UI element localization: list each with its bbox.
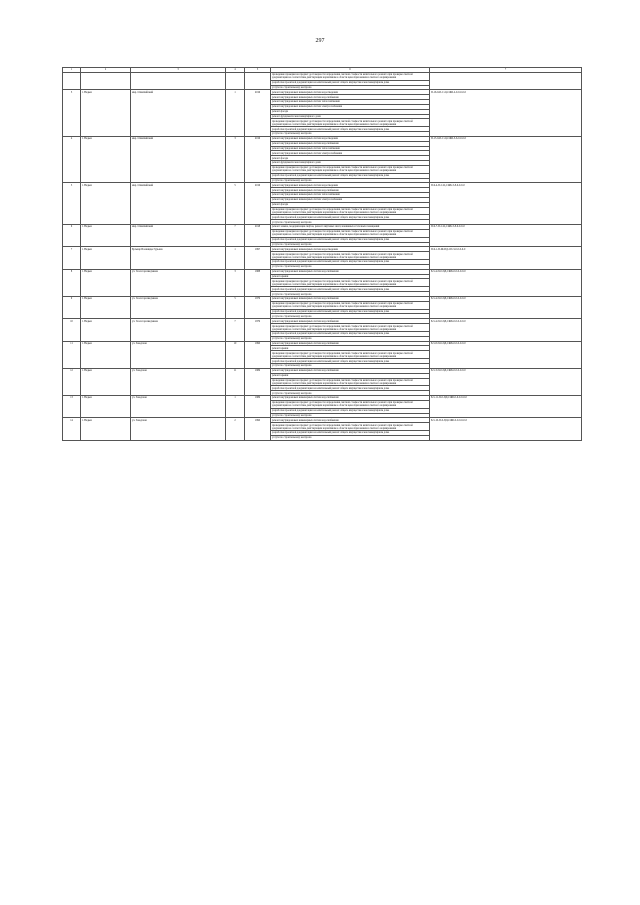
house-number-cell: 7 — [226, 319, 245, 341]
work-type-cell: ремонт внутридомовых инженерных систем водоотведения — [271, 136, 430, 141]
year-cell: 2016 — [245, 90, 271, 137]
work-type-cell: услуги по строительному контролю — [271, 264, 430, 269]
work-type-cell: разработка проектной документации на капитальный ремонт общего имущества в многоквартирном доме — [271, 237, 430, 242]
col-header: 2 — [81, 68, 131, 73]
year-cell — [245, 72, 271, 90]
work-type-cell: услуги по строительному контролю — [271, 220, 430, 225]
year-cell: 2018 — [245, 225, 271, 247]
house-code-cell: Б-5-3-П-0-ПД-СЖБ-0-0-0-0-0-0 — [430, 368, 582, 395]
year-cell: 2016 — [245, 136, 271, 183]
work-type-cell: ремонт внутридомовых инженерных систем водоотведения — [271, 247, 430, 252]
city-cell: г. Надым — [81, 183, 131, 225]
work-type-cell: проведение проверки на предмет достоверности определения сметной стоимости капитального ремонта при проверке сметной документации на соответствие действующим нормативам в области ценообразования и сметного нормирования — [271, 279, 430, 287]
work-type-cell: проведение проверки на предмет достоверности определения сметной стоимости капитального ремонта при проверке сметной документации на соответствие действующим нормативам в области ценообразования и сметного нормирования — [271, 165, 430, 173]
work-type-cell: ремонт внутридомовых инженерных систем водоснабжения — [271, 296, 430, 301]
city-cell — [81, 72, 131, 90]
row-number-cell: 4 — [63, 136, 81, 183]
row-number-cell: 10 — [63, 319, 81, 341]
work-type-cell: проведение проверки на предмет достоверности определения сметной стоимости капитального ремонта при проверке сметной документации на соответствие действующим нормативам в области ценообразования и сметного нормирования — [271, 72, 430, 80]
work-type-cell: услуги по строительному контролю — [271, 292, 430, 297]
work-type-cell: услуги по строительному контролю — [271, 364, 430, 369]
city-cell: г. Надым — [81, 90, 131, 137]
house-number-cell: 1 — [226, 90, 245, 137]
street-cell: Бульвар Иоанниды Гурьяна — [131, 247, 226, 269]
row-number-cell: 8 — [63, 269, 81, 296]
city-cell: г. Надым — [81, 418, 131, 440]
year-cell: 1988 — [245, 269, 271, 296]
work-type-cell: разработка проектной документации на капитальный ремонт общего имущества в многоквартирном доме — [271, 431, 430, 436]
work-type-cell: ремонт внутридомовых инженерных систем водоснабжения — [271, 418, 430, 423]
work-type-cell: разработка проектной документации на капитальный ремонт общего имущества в многоквартирном доме — [271, 386, 430, 391]
house-number-cell — [226, 72, 245, 90]
work-type-cell: ремонт внутридомовых инженерных систем водоснабжения — [271, 269, 430, 274]
work-type-cell: проведение проверки на предмет достоверности определения сметной стоимости капитального ремонта при проверке сметной документации на соответствие действующим нормативам в области ценообразования и сметного нормирования — [271, 400, 430, 408]
work-type-cell: проведение проверки на предмет достоверности определения сметной стоимости капитального ремонта при проверке сметной документации на соответствие действующим нормативам в области ценообразования и сметного нормирования — [271, 378, 430, 386]
house-code-cell: П-9-7-П-С-Ц-СЖБ-3-8-0-0-0-0 — [430, 225, 582, 247]
city-cell: г. Надым — [81, 368, 131, 395]
row-number-cell: 13 — [63, 396, 81, 418]
street-cell: ул. Геологоразведчиков — [131, 269, 226, 296]
work-type-cell: ремонт крыши — [271, 373, 430, 378]
street-cell: ул. Заводская — [131, 396, 226, 418]
house-code-cell: Б-5-11-П-0-ПД-СЖБ-0-0-0-0-0-0 — [430, 396, 582, 418]
col-header: 4 — [226, 68, 245, 73]
city-cell: г. Надым — [81, 319, 131, 341]
work-type-cell: ремонт внутридомовых инженерных систем электроснабжения — [271, 197, 430, 202]
house-number-cell: 5 — [226, 183, 245, 225]
work-type-cell: разработка проектной документации на капитальный ремонт общего имущества в многоквартирном доме — [271, 260, 430, 265]
work-type-cell: разработка проектной документации на капитальный ремонт общего имущества в многоквартирном доме — [271, 332, 430, 337]
street-cell: мкр. Олимпийский — [131, 225, 226, 247]
street-cell: мкр. Олимпийский — [131, 183, 226, 225]
work-type-cell: разработка проектной документации на капитальный ремонт общего имущества в многоквартирном доме — [271, 309, 430, 314]
work-type-cell: ремонт внутридомовых инженерных систем водоснабжения — [271, 95, 430, 100]
work-type-cell: проведение проверки на предмет достоверности определения сметной стоимости капитального ремонта при проверке сметной документации на соответствие действующим нормативам в области ценообразования и сметного нормирования — [271, 119, 430, 127]
year-cell: 1989 — [245, 368, 271, 395]
work-type-cell: ремонт замена, модернизация лифтов, ремонт лифтовых шахт, машинных и блочных помещений — [271, 225, 430, 230]
work-type-cell: ремонт внутридомовых инженерных систем водоснабжения — [271, 396, 430, 401]
row-number-cell: 14 — [63, 418, 81, 440]
city-cell: г. Надым — [81, 396, 131, 418]
city-cell: г. Надым — [81, 296, 131, 318]
street-cell: мкр. Олимпийский — [131, 90, 226, 137]
work-type-cell: услуги по строительному контролю — [271, 178, 430, 183]
work-type-cell: ремонт фундамента многоквартирного дома — [271, 161, 430, 166]
work-type-cell: ремонт внутридомовых инженерных систем водоотведения — [271, 90, 430, 95]
work-type-cell: услуги по строительному контролю — [271, 336, 430, 341]
year-cell: 2016 — [245, 183, 271, 225]
row-number-cell: 11 — [63, 341, 81, 368]
work-type-cell: ремонт внутридомовых инженерных систем водоснабжения — [271, 368, 430, 373]
repair-schedule-table — [62, 67, 582, 441]
col-header: 5 — [245, 68, 271, 73]
col-header: 6 — [271, 68, 430, 73]
work-type-cell: ремонт крыши — [271, 346, 430, 351]
street-cell: ул. Геологоразведчиков — [131, 296, 226, 318]
work-type-cell: ремонт фасада — [271, 156, 430, 161]
work-type-cell: проведение проверки на предмет достоверности определения сметной стоимости капитального ремонта при проверке сметной документации на соответствие действующим нормативам в области ценообразования и сметного нормирования — [271, 207, 430, 215]
work-type-cell: ремонт фасада — [271, 109, 430, 114]
page-number: 297 — [315, 38, 325, 44]
street-cell — [131, 72, 226, 90]
row-number-cell — [63, 72, 81, 90]
table-body — [63, 72, 582, 440]
house-code-cell: П-9-4-П-С-Ц-СЖБ-3-8-0-0-0-0 — [430, 183, 582, 225]
row-number-cell: 9 — [63, 296, 81, 318]
work-type-cell: разработка проектной документации на капитальный ремонт общего имущества в многоквартирном доме — [271, 287, 430, 292]
house-code-cell: Б-5-4-П-0-ПД-СЖБ-0-0-0-0-0-0 — [430, 319, 582, 341]
street-cell: ул. Геологоразведчиков — [131, 319, 226, 341]
work-type-cell: ремонт внутридомовых инженерных систем водоснабжения — [271, 319, 430, 324]
year-cell: 1979 — [245, 319, 271, 341]
year-cell: 1990 — [245, 341, 271, 368]
work-type-cell: ремонт внутридомовых инженерных систем теплоснабжения — [271, 100, 430, 105]
work-type-cell: проведение проверки на предмет достоверности определения сметной стоимости капитального ремонта при проверке сметной документации на соответствие действующим нормативам в области ценообразования и сметного нормирования — [271, 324, 430, 332]
city-cell: г. Надым — [81, 225, 131, 247]
house-code-cell — [430, 72, 582, 90]
house-number-cell: 3 — [226, 269, 245, 296]
work-type-cell: услуги по строительному контролю — [271, 391, 430, 396]
work-type-cell: ремонт внутридомовых инженерных систем теплоснабжения — [271, 193, 430, 198]
work-type-cell: услуги по строительному контролю — [271, 85, 430, 90]
work-type-cell: ремонт внутридомовых инженерных систем теплоснабжения — [271, 146, 430, 151]
work-type-cell: ремонт фундамента многоквартирного дома — [271, 114, 430, 119]
col-header: 1 — [63, 68, 81, 73]
work-type-cell: проведение проверки на предмет достоверности определения сметной стоимости капитального ремонта при проверке сметной документации на соответствие действующим нормативам в области ценообразования и сметного нормирования — [271, 229, 430, 237]
work-type-cell: услуги по строительному контролю — [271, 314, 430, 319]
house-number-cell: 1 — [226, 247, 245, 269]
city-cell: г. Надым — [81, 247, 131, 269]
work-type-cell: разработка проектной документации на капитальный ремонт общего имущества в многоквартирном доме — [271, 215, 430, 220]
city-cell: г. Надым — [81, 341, 131, 368]
work-type-cell: ремонт внутридомовых инженерных систем водоснабжения — [271, 188, 430, 193]
work-type-cell: проведение проверки на предмет достоверности определения сметной стоимости капитального ремонта при проверке сметной документации на соответствие действующим нормативам в области ценообразования и сметного нормирования — [271, 301, 430, 309]
street-cell: ул. Заводская — [131, 368, 226, 395]
work-type-cell: разработка проектной документации на капитальный ремонт общего имущества в многоквартирном доме — [271, 359, 430, 364]
year-cell: 1979 — [245, 296, 271, 318]
city-cell: г. Надым — [81, 269, 131, 296]
house-number-cell: 11 — [226, 368, 245, 395]
work-type-cell: разработка проектной документации на капитальный ремонт общего имущества в многоквартирном доме — [271, 408, 430, 413]
work-type-cell: проведение проверки на предмет достоверности определения сметной стоимости капитального ремонта при проверке сметной документации на соответствие действующим нормативам в области ценообразования и сметного нормирования — [271, 423, 430, 431]
work-type-cell: ремонт крыши — [271, 274, 430, 279]
street-cell: ул. Заводская — [131, 418, 226, 440]
col-header: 3 — [131, 68, 226, 73]
year-cell: 1989 — [245, 396, 271, 418]
house-code-cell: П-16-9-П-С-Ц-СЖБ-2-0-0-0-0-0 — [430, 90, 582, 137]
work-type-cell: услуги по строительному контролю — [271, 132, 430, 137]
work-type-cell: ремонт внутридомовых инженерных систем водоснабжения — [271, 341, 430, 346]
work-type-cell: проведение проверки на предмет достоверности определения сметной стоимости капитального ремонта при проверке сметной документации на соответствие действующим нормативам в области ценообразования и сметного нормирования — [271, 351, 430, 359]
house-number-cell: 10 — [226, 341, 245, 368]
house-number-cell: 7 — [226, 225, 245, 247]
house-code-cell: Б-5-4-П-0-ПД-СЖБ-0-0-0-0-0-0 — [430, 269, 582, 296]
work-type-cell: разработка проектной документации на капитальный ремонт общего имущества в многоквартирном доме — [271, 173, 430, 178]
year-cell: 1997 — [245, 247, 271, 269]
row-number-cell: 6 — [63, 225, 81, 247]
house-code-cell: П-15-9-П-С-Ц-СЖБ-3-6-0-0-0-0 — [430, 136, 582, 183]
year-cell: 1990 — [245, 418, 271, 440]
work-type-cell: услуги по строительному контролю — [271, 435, 430, 440]
table-row — [63, 72, 582, 80]
house-code-cell: Б-5-8-П-6-ПД-СЖБ-0-0-0-0-0-0 — [430, 341, 582, 368]
house-code-cell: П-9-1-П-Ш-ПД-СП-3-0-0-0-0-0 — [430, 247, 582, 269]
col-header: 7 — [430, 68, 582, 73]
work-type-cell: услуги по строительному контролю — [271, 242, 430, 247]
row-number-cell: 5 — [63, 183, 81, 225]
house-code-cell: Б-5-10-П-0-ПД-СЖБ-0-0-0-0-0-0 — [430, 418, 582, 440]
work-type-cell: разработка проектной документации на капитальный ремонт общего имущества в многоквартирном доме — [271, 80, 430, 85]
work-type-cell: ремонт внутридомовых инженерных систем электроснабжения — [271, 104, 430, 109]
street-cell: мкр. Олимпийский — [131, 136, 226, 183]
street-cell: ул. Заводская — [131, 341, 226, 368]
house-code-cell: Б-5-4-П-0-ПД-СЖБ-0-0-0-0-0-0 — [430, 296, 582, 318]
house-number-cell: 1 — [226, 396, 245, 418]
work-type-cell: ремонт фасада — [271, 202, 430, 207]
work-type-cell: ремонт внутридомовых инженерных систем водоснабжения — [271, 141, 430, 146]
work-type-cell: услуги по строительному контролю — [271, 413, 430, 418]
row-number-cell: 12 — [63, 368, 81, 395]
city-cell: г. Надым — [81, 136, 131, 183]
work-type-cell: проведение проверки на предмет достоверности определения сметной стоимости капитального ремонта при проверке сметной документации на соответствие действующим нормативам в области ценообразования и сметного нормирования — [271, 252, 430, 260]
row-number-cell: 7 — [63, 247, 81, 269]
house-number-cell: 5 — [226, 296, 245, 318]
work-type-cell: ремонт внутридомовых инженерных систем водоотведения — [271, 183, 430, 188]
row-number-cell: 3 — [63, 90, 81, 137]
house-number-cell: 2 — [226, 418, 245, 440]
work-type-cell: ремонт внутридомовых инженерных систем электроснабжения — [271, 151, 430, 156]
house-number-cell: 3 — [226, 136, 245, 183]
work-type-cell: разработка проектной документации на капитальный ремонт общего имущества в многоквартирном доме — [271, 127, 430, 132]
